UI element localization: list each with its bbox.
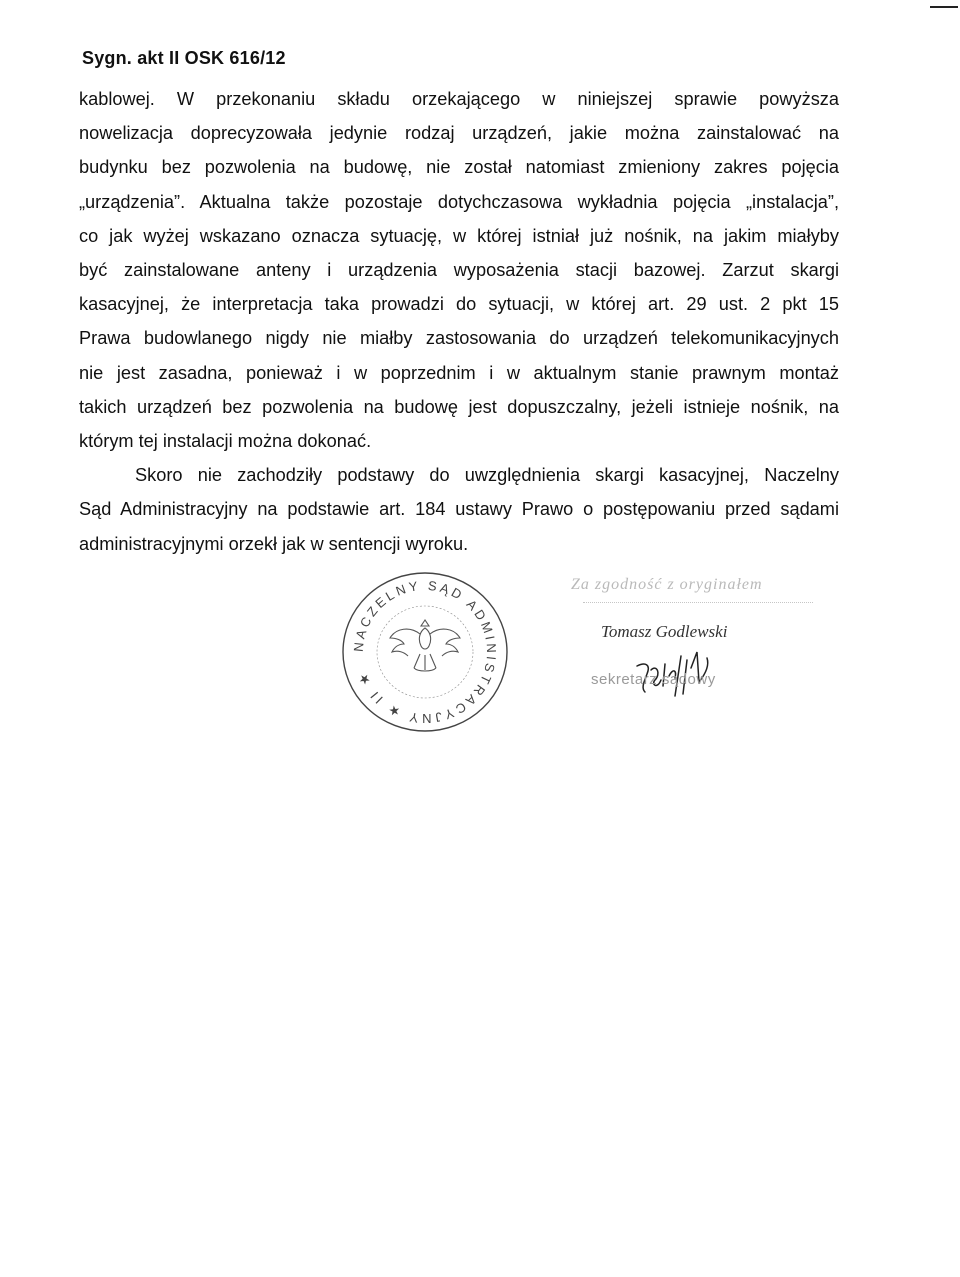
clerk-name: Tomasz Godlewski — [601, 622, 728, 641]
certification-stamp — [565, 570, 835, 720]
text-line: takich urządzeń bez pozwolenia na budowę jest dopuszczalny, jeżeli istnieje nośnik, na — [79, 396, 839, 417]
text-line: Skoro nie zachodziły podstawy do uwzględnienia skargi kasacyjnej, Naczelny — [135, 465, 839, 486]
eagle-emblem-icon — [390, 620, 460, 671]
text-line: „urządzenia”. Aktualna także pozostaje dotychczasowa wykładnia pojęcia „instalacja”, — [79, 191, 839, 212]
clerk-role: sekretarz sądowy — [591, 671, 716, 688]
certification-divider — [583, 602, 813, 603]
text-line: Sąd Administracyjny na podstawie art. 184 ustawy Prawo o postępowaniu przed sądami — [79, 499, 839, 520]
paragraph-conclusion — [79, 458, 839, 561]
text-line: kasacyjnej, że interpretacja taka prowadzi do sytuacji, w której art. 29 ust. 2 pkt 15 — [79, 294, 839, 315]
paragraph-reasoning — [79, 82, 839, 458]
text-line: budynku bez pozwolenia na budowę, nie został natomiast zmieniony zakres pojęcia — [79, 157, 839, 178]
judgment-body — [79, 82, 839, 561]
seal-outer-ring — [343, 573, 507, 731]
text-line: być zainstalowane anteny i urządzenia wyposażenia stacji bazowej. Zarzut skargi — [79, 260, 839, 281]
text-line: nie jest zasadna, ponieważ i w poprzednim i w aktualnym stanie prawnym montaż — [79, 362, 839, 383]
page-corner-mark — [930, 6, 958, 8]
certification-line: Za zgodność z oryginałem — [571, 576, 763, 593]
text-line: co jak wyżej wskazano oznacza sytuację, w której istniał już nośnik, na jakim miałyby — [79, 225, 839, 246]
text-line: którym tej instalacji można dokonać. — [79, 431, 372, 452]
text-line: kablowej. W przekonaniu składu orzekającego w niniejszej sprawie powyższa — [79, 89, 839, 109]
text-line: Prawa budowlanego nigdy nie miałby zastosowania do urządzeń telekomunikacyjnych — [79, 328, 839, 349]
seal-text: NACZELNY SĄD ADMINISTRACYJNY ★ II ★ — [350, 577, 500, 727]
text-line: nowelizacja doprecyzowała jedynie rodzaj urządzeń, jakie można zainstalować na — [79, 123, 839, 144]
case-number: Sygn. akt II OSK 616/12 — [82, 48, 286, 68]
text-line: administracyjnymi orzekł jak w sentencji wyroku. — [79, 533, 469, 554]
court-seal — [340, 570, 510, 735]
